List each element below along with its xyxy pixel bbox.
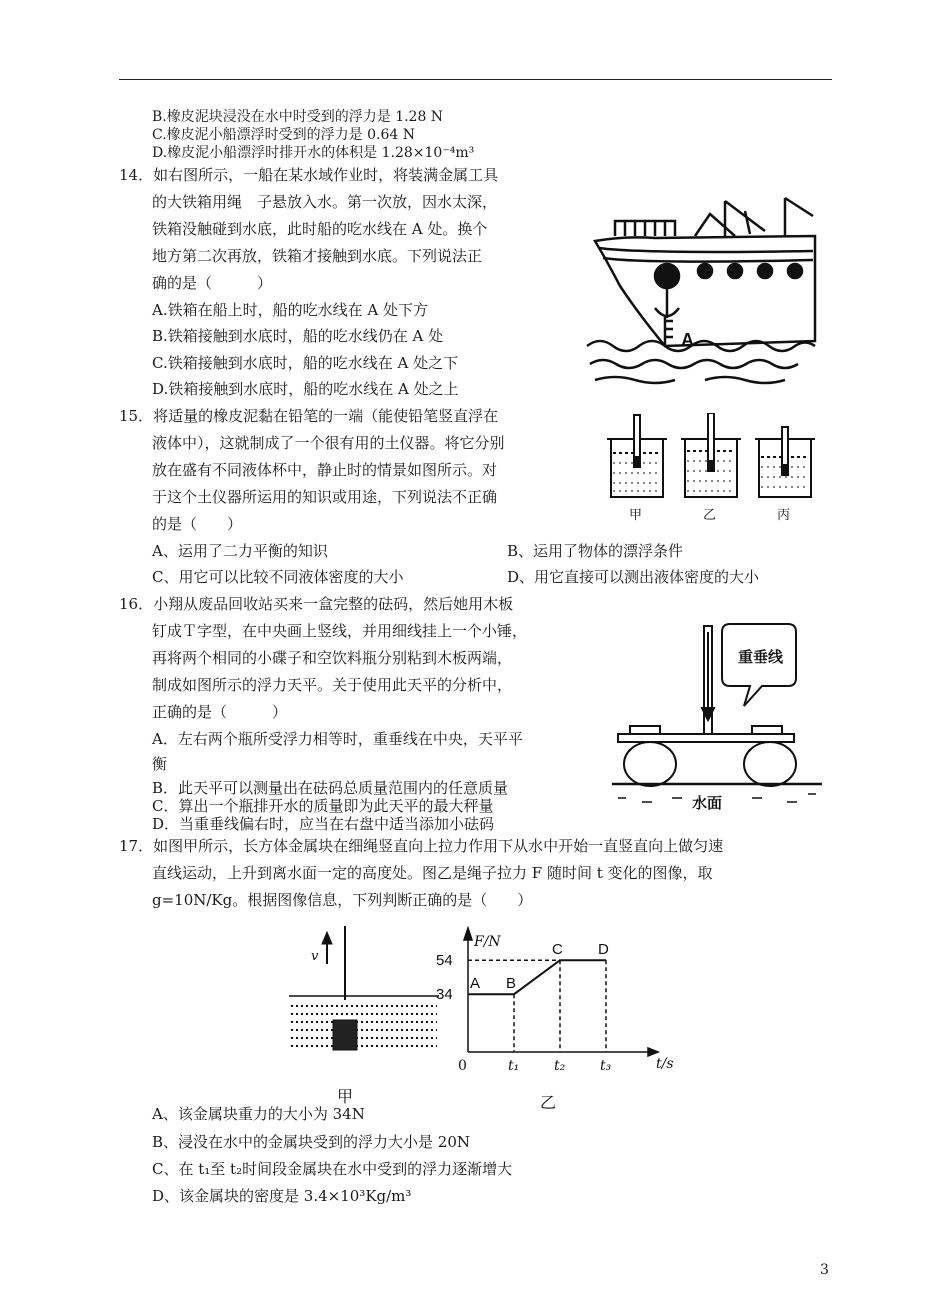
- q13-option-b: B.橡皮泥块浸没在水中时受到的浮力是 1.28 N: [152, 109, 444, 125]
- velocity-label: v: [311, 949, 319, 964]
- beaker-label-yi: 乙: [703, 508, 717, 523]
- q16-option-b: B．此天平可以测量出在砝码总质量范围内的任意质量: [152, 779, 509, 797]
- q17-option-b: B、浸没在水中的金属块受到的浮力大小是 20N: [152, 1133, 471, 1151]
- point-label-A: A: [470, 975, 481, 993]
- q15-option-c: C、用它可以比较不同液体密度的大小: [152, 568, 404, 586]
- x-axis-arrow: [648, 1048, 658, 1056]
- q16-option-a: A．左右两个瓶所受浮力相等时，重垂线在中央，天平平: [152, 730, 523, 748]
- q14-stem-line: 铁箱没触碰到水底，此时船的吃水线在 A 处。换个: [152, 220, 488, 238]
- q14-option-d: D.铁箱接触到水底时，船的吃水线在 A 处之上: [152, 380, 459, 398]
- point-label-B: B: [506, 975, 517, 993]
- q16-option-c: C．算出一个瓶排开水的质量即为此天平的最大秤量: [152, 797, 494, 815]
- q14-stem-line: 14．如右图所示，一船在某水域作业时，将装满金属工具: [119, 166, 499, 184]
- beaker-label-bing: 丙: [777, 508, 791, 523]
- q13-option-d: D.橡皮泥小船漂浮时排开水的体积是 1.28×10⁻⁴m³: [152, 145, 475, 161]
- header-rule: [119, 79, 832, 80]
- y-axis-arrow: [464, 928, 472, 940]
- waterline-label: A: [681, 330, 694, 350]
- q17-stem-line: 直线运动，上升到离水面一定的高度处。图乙是绳子拉力 F 随时间 t 变化的图像，取: [152, 864, 713, 882]
- water-surface-label: 水面: [692, 795, 723, 812]
- q16-stem-line: 再将两个相同的小碟子和空饮料瓶分别粘到木板两端，: [152, 649, 513, 667]
- q14-stem-line: 地方第二次再放，铁箱才接触到水底。下列说法正: [152, 247, 483, 265]
- x-axis-label: t/s: [656, 1056, 674, 1072]
- y-axis-label: F/N: [474, 934, 501, 950]
- q15-stem-line: 15．将适量的橡皮泥黏在铅笔的一端（能使铅笔竖直浮在: [119, 407, 499, 425]
- q14-stem-line: 的大铁箱用绳 子悬放入水。第一次放，因水太深，: [152, 193, 498, 211]
- q16-option-d: D．当重垂线偏右时，应当在右盘中适当添加小砝码: [152, 815, 495, 833]
- q16-stem-line: 钉成Ｔ字型，在中央画上竖线，并用细线挂上一个小锤，: [152, 622, 528, 640]
- q17-option-c: C、在 t₁至 t₂时间段金属块在水中受到的浮力逐渐增大: [152, 1160, 513, 1178]
- y-tick-label: 34: [436, 986, 453, 1004]
- q14-option-b: B.铁箱接触到水底时，船的吃水线仍在 A 处: [152, 327, 444, 345]
- plumb-line-callout: 重垂线: [738, 649, 784, 666]
- fig-jia-caption: 甲: [337, 1087, 354, 1106]
- q15-option-a: A、运用了二力平衡的知识: [152, 542, 328, 560]
- q15-option-d: D、用它直接可以测出液体密度的大小: [507, 568, 760, 586]
- page-number: 3: [820, 1262, 829, 1278]
- q15-stem-line: 的是（ ）: [152, 515, 243, 533]
- beaker-label-jia: 甲: [629, 508, 643, 523]
- point-label-C: C: [552, 941, 563, 959]
- q14-stem-line: 确的是（ ）: [152, 274, 273, 292]
- q14-option-c: C.铁箱接触到水底时，船的吃水线在 A 处之下: [152, 354, 459, 372]
- beakers-figure: [605, 413, 819, 523]
- q16-stem-line: 16．小翔从废品回收站买来一盒完整的砝码，然后她用木板: [119, 595, 514, 613]
- q17-stem-line: g=10N/Kg。根据图像信息，下列判断正确的是（ ）: [152, 891, 533, 909]
- q17-option-d: D、该金属块的密度是 3.4×10³Kg/m³: [152, 1187, 412, 1205]
- q16-stem-line: 制成如图所示的浮力天平。关于使用此天平的分析中，: [152, 676, 513, 694]
- q15-option-b: B、运用了物体的漂浮条件: [507, 542, 684, 560]
- q14-option-a: A.铁箱在船上时，船的吃水线在 A 处下方: [152, 301, 428, 319]
- point-label-D: D: [598, 941, 609, 959]
- x-tick-label: t₃: [600, 1058, 612, 1074]
- fig-yi-caption: 乙: [540, 1093, 557, 1112]
- q17-option-a: A、该金属块重力的大小为 34N: [152, 1105, 365, 1123]
- force-time-chart: [430, 922, 680, 1122]
- q15-stem-line: 液体中），这就制成了一个很有用的土仪器。将它分别: [152, 434, 505, 452]
- x-tick-label: 0: [458, 1058, 467, 1074]
- force-series-line: [468, 960, 606, 994]
- container-figure: [283, 922, 443, 1122]
- q13-option-c: C.橡皮泥小船漂浮时受到的浮力是 0.64 N: [152, 127, 415, 143]
- x-tick-label: t₁: [508, 1058, 520, 1074]
- q15-stem-line: 于这个土仪器所运用的知识或用途，下列说法不正确: [152, 488, 498, 506]
- q16-option-a-cont: 衡: [152, 755, 168, 773]
- y-tick-label: 54: [436, 952, 453, 970]
- balance-figure: [612, 622, 826, 812]
- q16-stem-line: 正确的是（ ）: [152, 703, 288, 721]
- ship-figure: [585, 196, 817, 386]
- q15-stem-line: 放在盛有不同液体杯中，静止时的情景如图所示。对: [152, 461, 498, 479]
- q17-stem-line: 17．如图甲所示，长方体金属块在细绳竖直向上拉力作用下从水中开始一直竖直向上做匀速: [119, 837, 724, 855]
- x-tick-label: t₂: [554, 1058, 566, 1074]
